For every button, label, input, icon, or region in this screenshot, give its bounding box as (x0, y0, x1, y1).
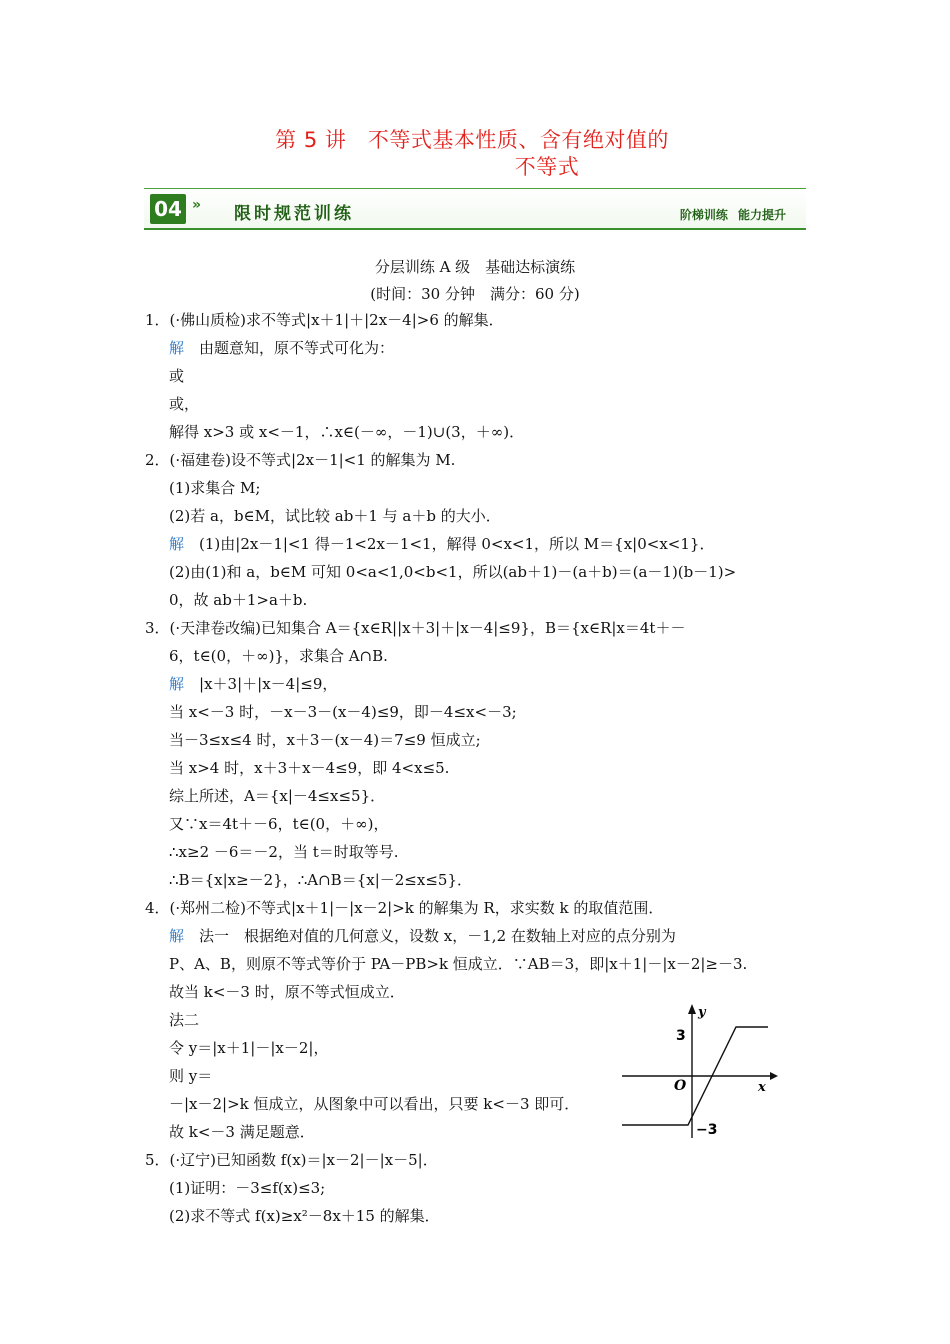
solution-line: 则 y＝ (169, 1067, 213, 1085)
solution-line: 解 由题意知，原不等式可化为： (169, 339, 395, 357)
solution-line: 综上所述，A＝{x|－4≤x≤5}． (169, 787, 386, 805)
origin-label: O (674, 1078, 687, 1094)
solution-line: (2)由(1)和 a，b∈M 可知 0<a<1,0<b<1，所以(ab＋1)－(a＋b)＝(a－1)(b－1)> (169, 563, 737, 581)
solution-mark: 解 (169, 339, 185, 357)
problem-line: 6，t∈(0，＋∞)}，求集合 A∩B. (169, 647, 388, 665)
problem-line: (2)若 a，b∈M，试比较 ab＋1 与 a＋b 的大小． (169, 507, 501, 525)
problem-line: (1)求集合 M; (169, 479, 261, 497)
problem-2-statement: 2．(·福建卷)设不等式|2x－1|<1 的解集为 M. (145, 451, 456, 469)
time-info: (时间：30 分钟 满分：60 分) (370, 285, 580, 303)
problem-5-statement: 5．(·辽宁)已知函数 f(x)＝|x－2|－|x－5|． (145, 1151, 438, 1169)
x-axis-arrow-icon (770, 1072, 778, 1080)
solution-line: 0，故 ab＋1>a＋b. (169, 591, 308, 609)
solution-line: ∴x≥2 －6＝－2，当 t＝时取等号. (169, 843, 399, 861)
solution-line: 故当 k<－3 时，原不等式恒成立． (169, 983, 405, 1001)
solution-line: 当－3≤x≤4 时，x＋3－(x－4)＝7≤9 恒成立; (169, 731, 481, 749)
solution-line: 令 y＝|x＋1|－|x－2|， (169, 1039, 329, 1057)
problem-line: (1)证明：－3≤f(x)≤3; (169, 1179, 326, 1197)
problem-3-statement: 3．(·天津卷改编)已知集合 A＝{x∈R||x＋3|＋|x－4|≤9}，B＝{x∈R|x＝4t＋－ (145, 619, 686, 637)
solution-line: 或 (169, 367, 185, 385)
solution-line: 或， (169, 395, 200, 413)
solution-mark: 解 (169, 535, 185, 553)
solution-line: 法二 (169, 1011, 200, 1029)
problem-4-statement: 4．(·郑州二检)不等式|x＋1|－|x－2|>k 的解集为 R，求实数 k 的取值范围． (145, 899, 664, 917)
section-title: 分层训练 A 级 基础达标演练 (374, 258, 576, 276)
lecture-title-line2: 不等式 (514, 155, 580, 179)
banner-title: 限时规范训练 (234, 204, 354, 224)
bottom-value-label: −3 (696, 1122, 718, 1138)
piecewise-function-graph (618, 1000, 788, 1140)
solution-line: 解 (1)由|2x－1|<1 得－1<2x－1<1，解得 0<x<1，所以 M＝{x|0<x<1}． (169, 535, 715, 553)
lecture-title-line1: 第 5 讲 不等式基本性质、含有绝对值的 (275, 128, 669, 152)
solution-line: ∴B＝{x|x≥－2}，∴A∩B＝{x|－2≤x≤5}． (169, 871, 472, 889)
solution-line: 故 k<－3 满足题意． (169, 1123, 315, 1141)
solution-mark: 解 (169, 927, 185, 945)
x-axis-label: x (758, 1080, 766, 1095)
problem-line: (2)求不等式 f(x)≥x²－8x＋15 的解集． (169, 1207, 440, 1225)
solution-line: 解 |x＋3|＋|x－4|≤9， (169, 675, 338, 693)
y-axis-arrow-icon (688, 1004, 696, 1014)
solution-line: 当 x>4 时，x＋3＋x－4≤9，即 4<x≤5. (169, 759, 450, 777)
solution-line: －|x－2|>k 恒成立，从图象中可以看出，只要 k<－3 即可． (169, 1095, 580, 1113)
banner-subtitle: 阶梯训练 能力提升 (679, 208, 786, 222)
solution-line: 当 x<－3 时，－x－3－(x－4)≤9，即－4≤x<－3; (169, 703, 517, 721)
problem-1-statement: 1．(·佛山质检)求不等式|x＋1|＋|2x－4|>6 的解集． (145, 311, 504, 329)
solution-line: 解 法一 根据绝对值的几何意义，设数 x，－1,2 在数轴上对应的点分别为 (169, 927, 676, 945)
solution-line: 又∵x＝4t＋－6，t∈(0，＋∞)， (169, 815, 389, 833)
chevron-icon: » (192, 197, 202, 213)
solution-line: 解得 x>3 或 x<－1，∴x∈(－∞，－1)∪(3，＋∞)． (169, 423, 525, 441)
section-banner (144, 188, 806, 230)
solution-mark: 解 (169, 675, 185, 693)
y-axis-label: y (698, 1005, 706, 1020)
solution-line: P、A、B，则原不等式等价于 PA－PB>k 恒成立．∵AB＝3，即|x＋1|－|x－2|≥－3. (169, 955, 748, 973)
banner-number: 04 (150, 194, 186, 224)
top-value-label: 3 (676, 1028, 686, 1044)
